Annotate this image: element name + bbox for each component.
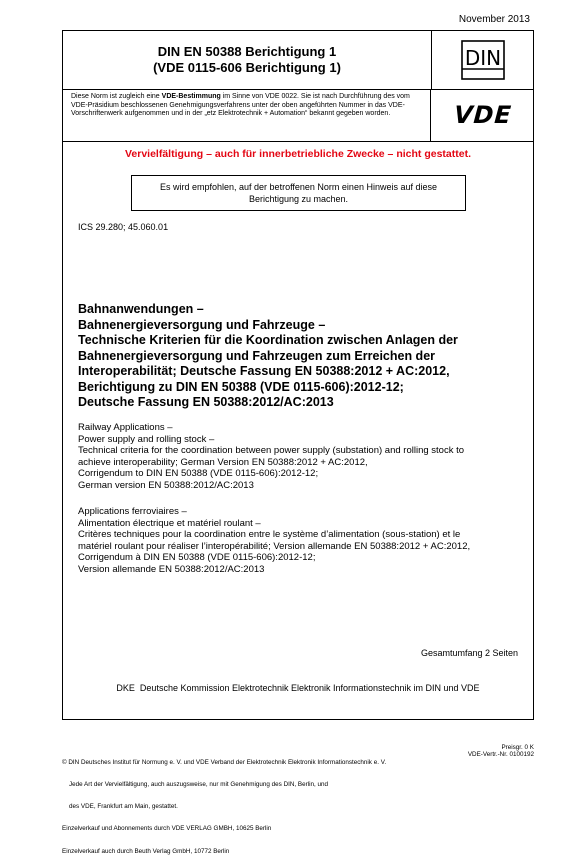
price-info — [468, 744, 534, 759]
notice-bold: VDE-Bestimmung — [161, 93, 221, 100]
din-logo — [431, 31, 534, 89]
footer-line: des VDE, Frankfurt am Main, gestattet. — [62, 803, 178, 811]
header-top-row — [63, 31, 533, 90]
title-line-1: DIN EN 50388 Berichtigung 1 — [157, 44, 337, 59]
title-en-line: Railway Applications – — [78, 422, 173, 433]
title-fr-line: Alimentation électrique et matériel roulant – — [78, 517, 261, 529]
title-en-line: Technical criteria for the coordination between power supply (substation) and rolling stock to — [78, 445, 465, 457]
title-de-line: Interoperabilität; Deutsche Fassung EN 50388:2012 + AC:2012, — [78, 364, 450, 378]
vde-notice — [63, 89, 431, 141]
din-logo-text: DIN — [464, 46, 501, 70]
hint-line-1: Es wird empfohlen, auf der betroffenen Norm einen Hinweis auf diese — [160, 182, 437, 192]
title-de-line: Bahnanwendungen – — [78, 302, 204, 316]
title-en-line: Power supply and rolling stock – — [78, 433, 215, 445]
title-en-line: German version EN 50388:2012/AC:2013 — [78, 479, 254, 491]
title-en-line: achieve interoperability; German Version EN 50388:2012 + AC:2012, — [78, 456, 368, 468]
price-group: Preisgr. 0 K — [501, 744, 534, 751]
notice-part-2: im Sinne von VDE 0022. Sie ist nach Durchführung des vom VDE-Präsidium beschlossenen Genehmigungsverfahrens unter der oben angeführten Nummer in das VDE-Vorschriftenwerk aufgenommen und in der „etz Elektrotechnik + Automation“ bekannt gegeben worden. — [71, 93, 410, 117]
vde-logo — [431, 89, 534, 141]
copyright-footer — [62, 744, 534, 863]
vde-logo-text: VDE — [452, 101, 513, 129]
hint-line-2: Berichtigung zu machen. — [248, 194, 349, 204]
title-fr-line: Critères techniques pour la coordination entre le système d’alimentation (sous-station) et le — [78, 529, 461, 541]
title-de-line: Berichtigung zu DIN EN 50388 (VDE 0115-606):2012-12; — [78, 379, 404, 394]
title-line-2: (VDE 0115-606 Berichtigung 1) — [153, 60, 341, 75]
total-pages: Gesamtumfang 2 Seiten — [420, 648, 518, 658]
title-fr-line: Applications ferroviaires – — [78, 506, 187, 517]
footer-line: Einzelverkauf und Abonnements durch VDE VERLAG GMBH, 10625 Berlin — [62, 825, 272, 833]
publication-date: November 2013 — [458, 14, 530, 25]
title-de-line: Technische Kriterien für die Koordination zwischen Anlagen der — [78, 333, 458, 347]
din-logo-icon — [461, 40, 505, 80]
document-title — [63, 31, 432, 89]
ics-code: ICS 29.280; 45.060.01 — [78, 222, 169, 232]
title-english — [78, 422, 524, 492]
title-german — [78, 302, 518, 411]
notice-part-1: Diese Norm ist zugleich eine — [71, 93, 162, 100]
title-fr-line: Corrigendum à DIN EN 50388 (VDE 0115-606):2012-12; — [78, 552, 316, 564]
title-en-line: Corrigendum to DIN EN 50388 (VDE 0115-606):2012-12; — [78, 468, 319, 480]
title-fr-line: Version allemande EN 50388:2012/AC:2013 — [78, 563, 265, 575]
title-de-line: Bahnenergieversorgung und Fahrzeuge – — [78, 317, 326, 332]
header-notice-row — [63, 89, 533, 142]
footer-line: © DIN Deutsches Institut für Normung e. V. und VDE Verband der Elektrotechnik Elektronik Informationstechnik e. V. — [62, 758, 387, 766]
vde-order-number: VDE-Vertr.-Nr. 0100192 — [467, 751, 534, 759]
title-french — [78, 506, 524, 576]
dke-line: DKE Deutsche Kommission Elektrotechnik Elektronik Informationstechnik im DIN und VDE — [116, 683, 480, 693]
corrigendum-hint-box — [131, 175, 466, 211]
title-fr-line: matériel roulant pour réaliser l’interopérabilité; Version allemande EN 50388:2012 + AC:2012, — [78, 540, 471, 552]
title-de-line: Bahnenergieversorgung und Fahrzeugen zum Erreichen der — [78, 348, 436, 363]
footer-line: Einzelverkauf auch durch Beuth Verlag GmbH, 10772 Berlin — [62, 847, 230, 855]
title-de-line: Deutsche Fassung EN 50388:2012/AC:2013 — [78, 395, 334, 409]
footer-line: Jede Art der Vervielfältigung, auch auszugsweise, nur mit Genehmigung des DIN, Berlin, und — [62, 781, 329, 789]
reproduction-notice: Vervielfältigung – auch für innerbetriebliche Zwecke – nicht gestattet. — [124, 148, 471, 160]
